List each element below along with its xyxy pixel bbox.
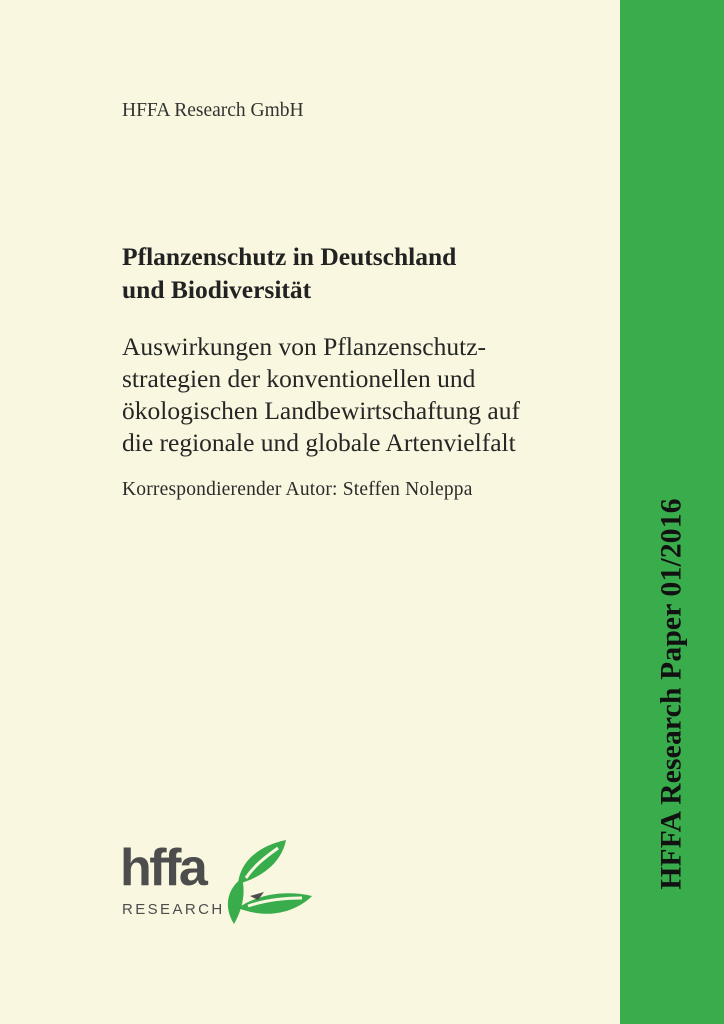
logo-wordmark: hffa bbox=[120, 839, 206, 897]
title-line: und Biodiversität bbox=[122, 275, 312, 304]
subtitle-line: Auswirkungen von Pflanzenschutz- bbox=[122, 332, 486, 361]
publisher-name: HFFA Research GmbH bbox=[122, 100, 304, 121]
hffa-logo bbox=[118, 838, 318, 928]
corresponding-author: Korrespondierender Autor: Steffen Noleppa bbox=[122, 479, 473, 500]
logo-subtitle: RESEARCH bbox=[122, 901, 225, 918]
leaf-icon bbox=[224, 838, 316, 928]
subtitle-line: strategien der konventionellen und bbox=[122, 364, 476, 393]
report-subtitle bbox=[122, 331, 520, 459]
report-title bbox=[122, 240, 456, 306]
title-line: Pflanzenschutz in Deutschland bbox=[122, 242, 457, 271]
subtitle-line: die regionale und globale Artenvielfalt bbox=[122, 428, 516, 457]
series-label: HFFA Research Paper 01/2016 bbox=[655, 498, 688, 890]
subtitle-line: ökologischen Landbewirtschaftung auf bbox=[122, 396, 520, 425]
